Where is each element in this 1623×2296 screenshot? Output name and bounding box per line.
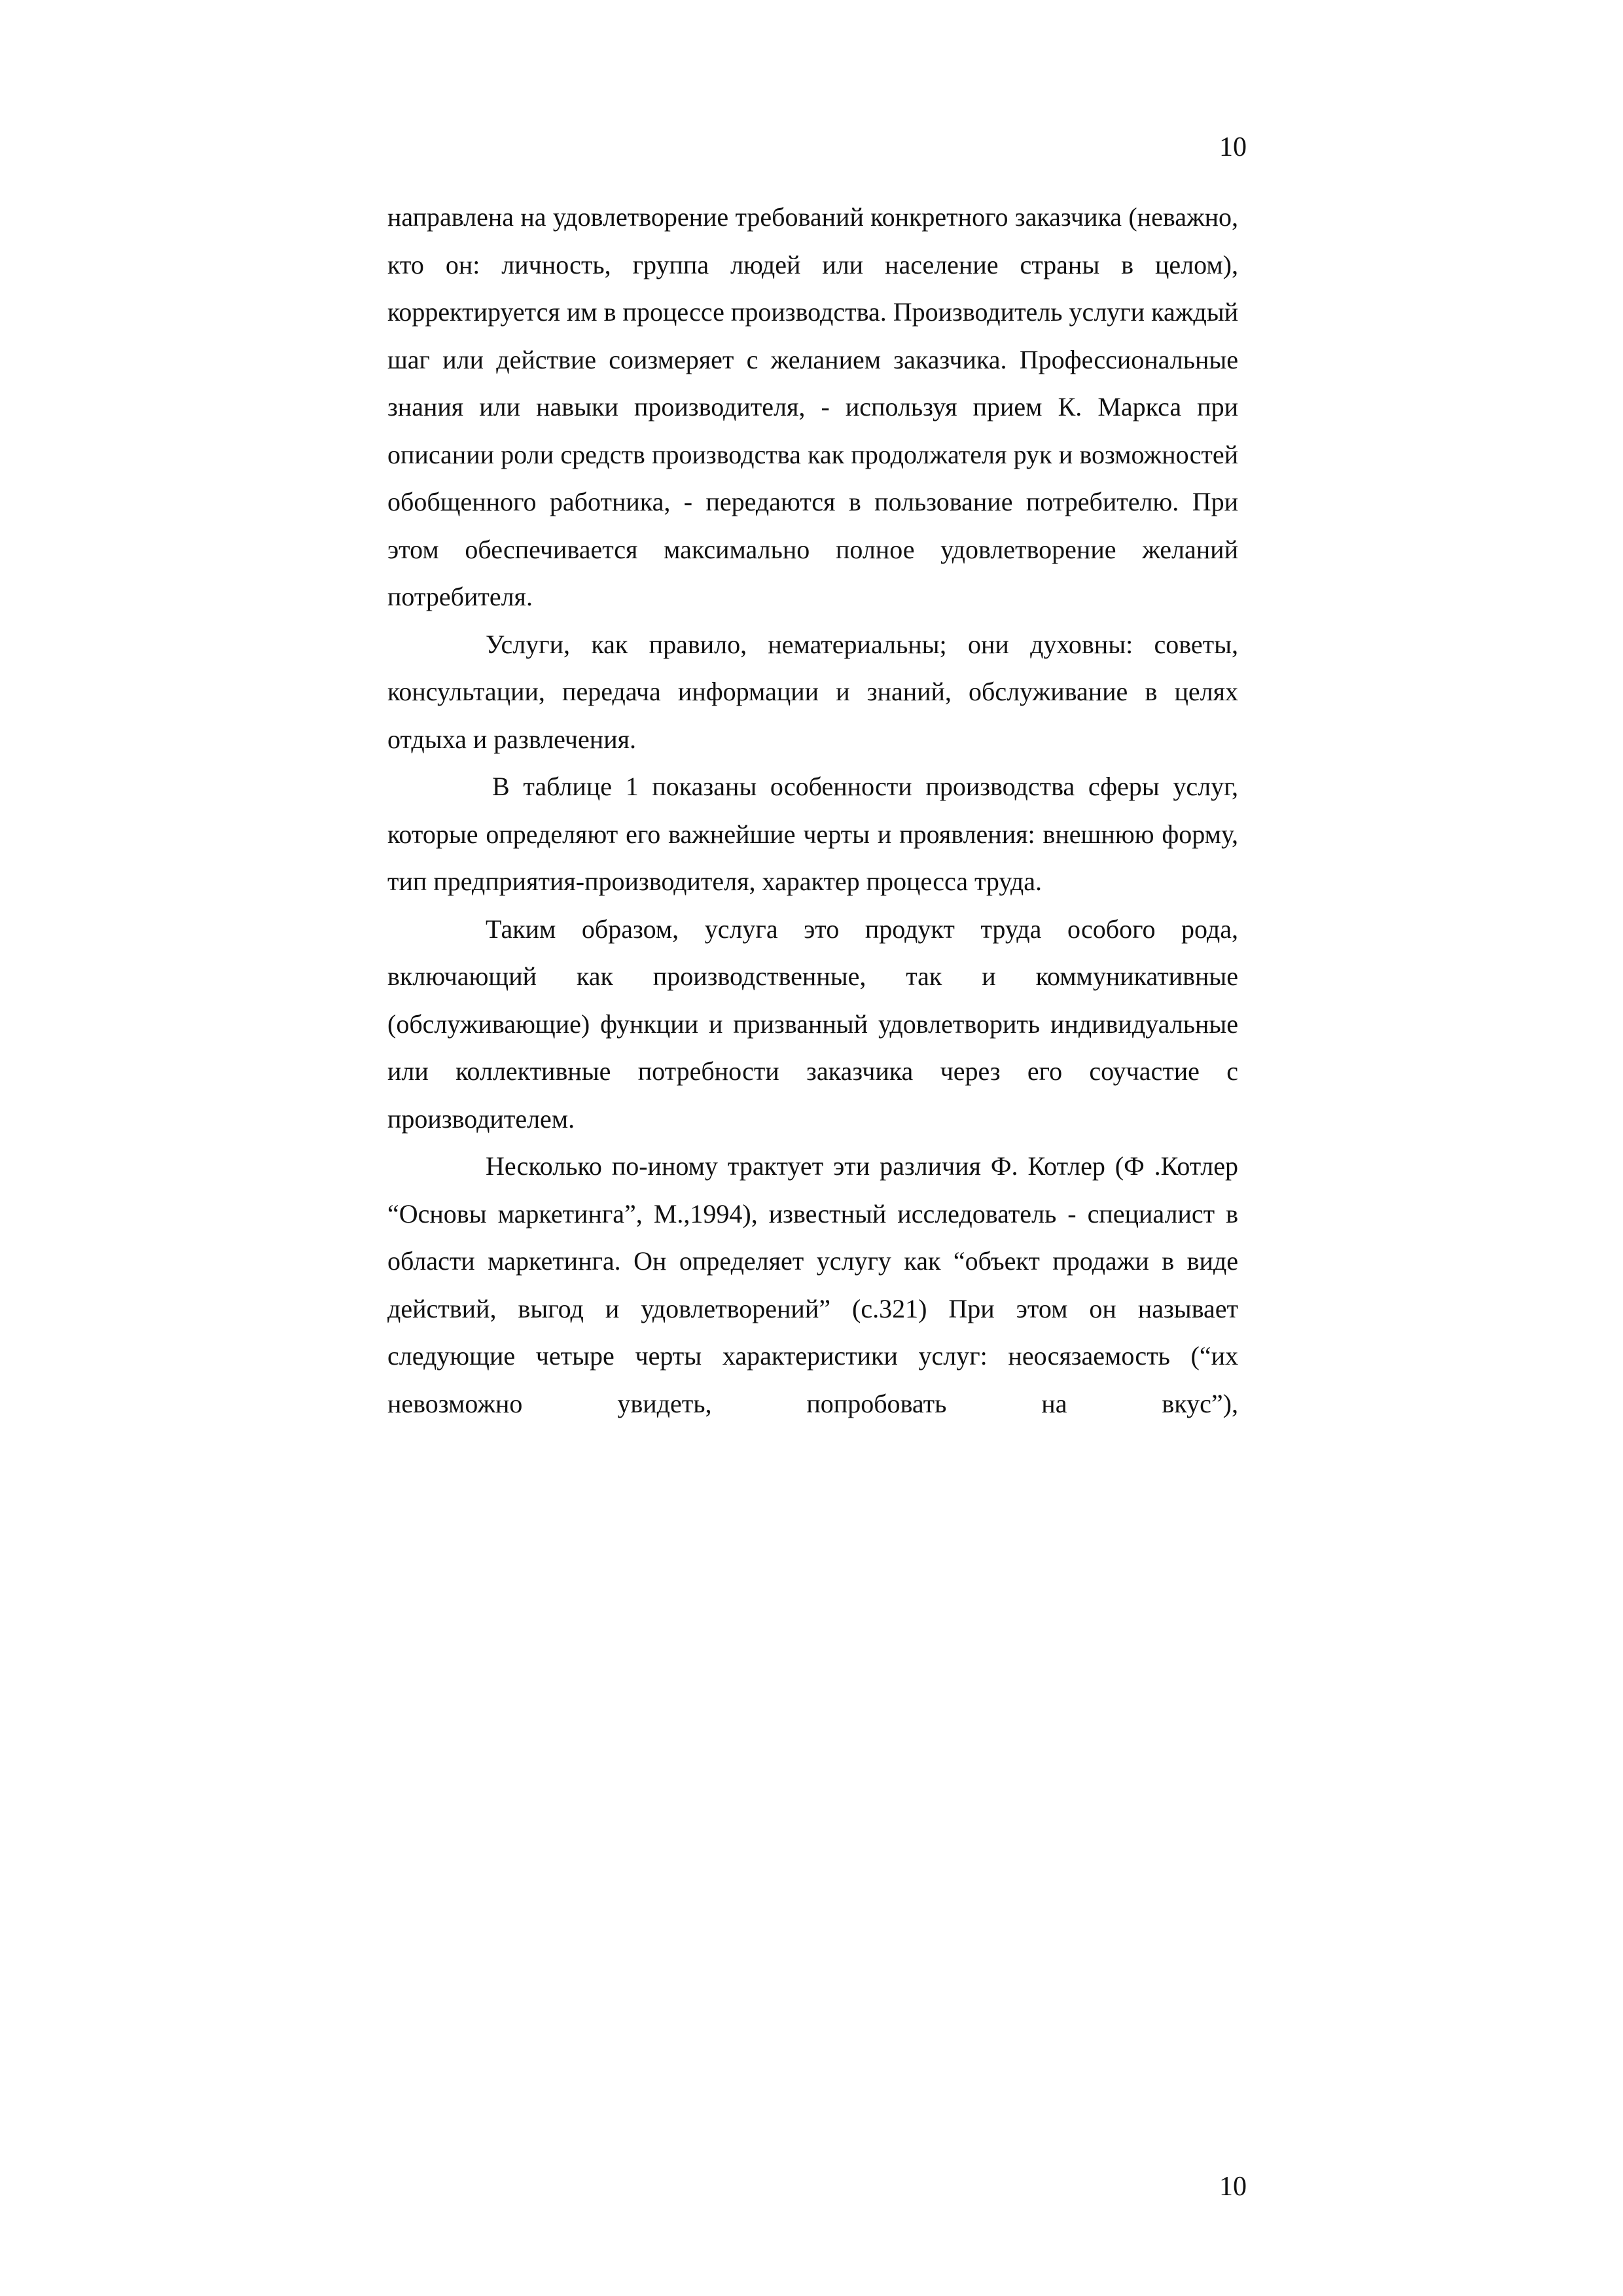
page-number-top: 10 [1219,132,1247,162]
paragraph-kotler: Несколько по-иному трактует эти различия Ф. Котлер (Ф .Котлер “Основы маркетинга”, М.,1994), известный исследователь - специалист в области маркетинга. Он определяет услугу как “объект продажи в виде действий, выгод и удовлетворений” (с.321) При этом он называет следующие четыре черты характеристики услуг: неосязаемость (“их невозможно увидеть, попробовать на вкус”), [387,1151,1238,1418]
paragraph-service-definition: Таким образом, услуга это продукт труда особого рода, включающий как производственные, так и коммуникативные (обслуживающие) функции и призванный удовлетворить индивидуальные или коллективные потребности заказчика через его соучастие с производителем. [387,914,1238,1134]
paragraph-service-production: направлена на удовлетворение требований конкретного заказчика (неважно, кто он: личность, группа людей или население страны в целом), корректируется им в процессе производства. Производитель услуги каждый шаг или действие соизмеряет с желанием заказчика. Профессиональные знания или навыки производителя, - используя прием К. Маркса при описании роли средств производства как продолжателя рук и возможностей обобщенного работника, - передаются в пользование потребителю. При этом обеспечивается максимально полное удовлетворение желаний потребителя. [387,202,1238,611]
body-text [387,194,1238,1427]
paragraph-table-reference: В таблице 1 показаны особенности производства сферы услуг, которые определяют его важнейшие черты и проявления: внешнюю форму, тип предприятия-производителя, характер процесса труда. [387,772,1238,896]
page-number-bottom: 10 [1219,2172,1247,2202]
paragraph-services-intangible: Услуги, как правило, нематериальны; они духовны: советы, консультации, передача информации и знаний, обслуживание в целях отдыха и развлечения. [387,629,1238,754]
